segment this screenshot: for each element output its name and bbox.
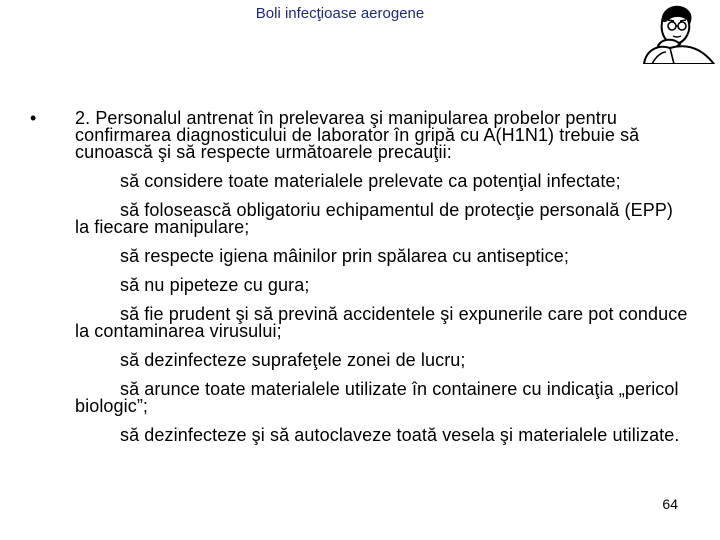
list-item: să dezinfecteze suprafeţele zonei de lucru; (120, 350, 466, 370)
list-item: să respecte igiena mâinilor prin spălarea cu antiseptice; (120, 246, 569, 266)
list-item: să dezinfecteze şi să autoclaveze toată vesela şi materialele utilizate. (120, 425, 680, 445)
bullet-dot: • (30, 108, 37, 128)
list-item: să fie prudent şi să prevină accidentele şi expunerile care pot conduce la contaminarea virusului; (75, 304, 688, 341)
thinking-person-clipart-icon (640, 2, 718, 64)
page-number: 64 (662, 496, 678, 512)
list-item: să folosească obligatoriu echipamentul de protecţie personală (EPP) la fiecare manipulare; (75, 200, 674, 237)
precaution-list (75, 173, 690, 444)
bullet-block (30, 110, 690, 444)
list-item: să arunce toate materialele utilizate în containere cu indicaţia „pericol biologic”; (75, 379, 679, 416)
slide-title: Boli infecţioase aerogene (255, 5, 425, 22)
bullet-intro: 2. Personalul antrenat în prelevarea şi manipularea probelor pentru confirmarea diagnosticului de laborator în gripă cu A(H1N1) trebuie să cunoască şi să respecte următoarele precauţii: (75, 108, 640, 162)
list-item: să considere toate materialele prelevate ca potenţial infectate; (120, 171, 621, 191)
list-item: să nu pipeteze cu gura; (120, 275, 310, 295)
